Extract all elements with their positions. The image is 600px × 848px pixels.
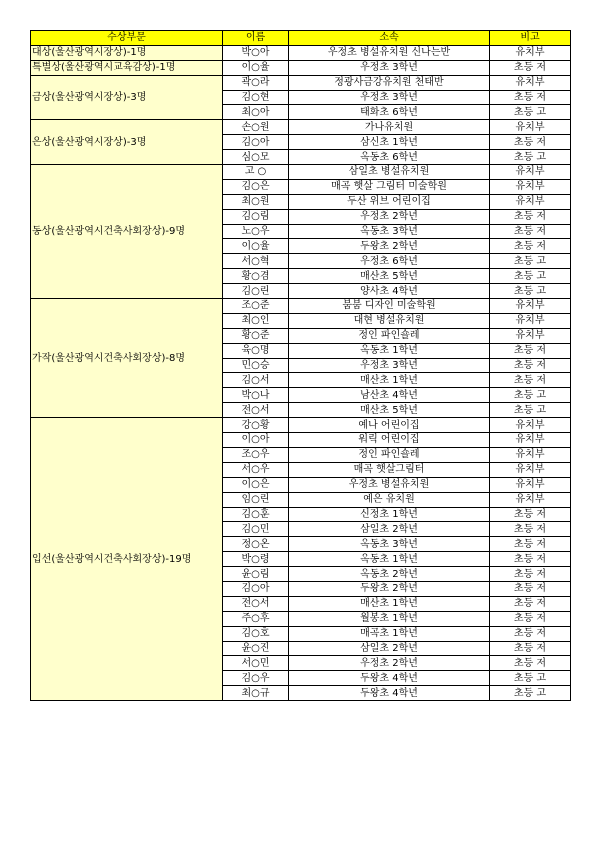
winner-name: 서○우 <box>223 462 289 477</box>
winner-name: 손○원 <box>223 120 289 135</box>
award-category: 입선(울산광역시건축사회장상)-19명 <box>31 418 223 701</box>
winner-note: 유치부 <box>490 313 571 328</box>
winner-affiliation: 두왕초 4학년 <box>289 671 490 686</box>
table-row <box>31 418 571 433</box>
winner-name: 박○아 <box>223 45 289 60</box>
winner-note: 초등 저 <box>490 641 571 656</box>
winner-affiliation: 우정초 3학년 <box>289 60 490 75</box>
winner-affiliation: 옥동초 6학년 <box>289 150 490 165</box>
winner-note: 초등 저 <box>490 596 571 611</box>
winner-name: 조○우 <box>223 447 289 462</box>
winner-affiliation: 정광사금강유치원 천태반 <box>289 75 490 90</box>
winner-name: 윤○림 <box>223 567 289 582</box>
award-category: 가작(울산광역시건축사회장상)-8명 <box>31 299 223 418</box>
winner-note: 초등 고 <box>490 269 571 284</box>
winner-note: 초등 고 <box>490 284 571 299</box>
table-row <box>31 299 571 314</box>
winner-note: 초등 저 <box>490 611 571 626</box>
winner-affiliation: 대현 병설유치원 <box>289 313 490 328</box>
table-row <box>31 60 571 75</box>
winner-affiliation: 우정초 2학년 <box>289 209 490 224</box>
winner-affiliation: 태화초 6학년 <box>289 105 490 120</box>
header-name: 이름 <box>223 31 289 46</box>
winner-name: 김○서 <box>223 373 289 388</box>
winner-note: 초등 저 <box>490 656 571 671</box>
winner-note: 유치부 <box>490 299 571 314</box>
winner-note: 초등 저 <box>490 60 571 75</box>
winner-name: 서○혁 <box>223 254 289 269</box>
winner-name: 민○승 <box>223 358 289 373</box>
winner-name: 박○령 <box>223 552 289 567</box>
header-category: 수상부문 <box>31 31 223 46</box>
winner-name: 이○은 <box>223 477 289 492</box>
award-category: 동상(울산광역시건축사회장상)-9명 <box>31 165 223 299</box>
winner-note: 초등 고 <box>490 254 571 269</box>
winner-affiliation: 우정초 3학년 <box>289 358 490 373</box>
winner-name: 황○준 <box>223 328 289 343</box>
table-row <box>31 120 571 135</box>
winner-note: 초등 저 <box>490 224 571 239</box>
winner-affiliation: 매곡 햇살 그림터 미술학원 <box>289 179 490 194</box>
winner-name: 김○현 <box>223 90 289 105</box>
winner-note: 유치부 <box>490 75 571 90</box>
winner-note: 초등 저 <box>490 581 571 596</box>
winner-name: 심○모 <box>223 150 289 165</box>
winner-affiliation: 우정초 3학년 <box>289 90 490 105</box>
winner-name: 강○황 <box>223 418 289 433</box>
winner-name: 김○림 <box>223 209 289 224</box>
winner-name: 최○원 <box>223 194 289 209</box>
winner-name: 박○나 <box>223 388 289 403</box>
winner-name: 전○서 <box>223 403 289 418</box>
winner-note: 초등 저 <box>490 522 571 537</box>
winner-note: 초등 고 <box>490 403 571 418</box>
header-affiliation: 소속 <box>289 31 490 46</box>
winner-affiliation: 우정초 병설유치원 신나는반 <box>289 45 490 60</box>
winner-note: 유치부 <box>490 477 571 492</box>
winner-note: 초등 저 <box>490 567 571 582</box>
winner-name: 김○우 <box>223 671 289 686</box>
winner-note: 초등 저 <box>490 537 571 552</box>
winner-name: 곽○라 <box>223 75 289 90</box>
winner-note: 초등 저 <box>490 373 571 388</box>
winner-affiliation: 정인 파인숄레 <box>289 447 490 462</box>
winner-name: 전○서 <box>223 596 289 611</box>
header-note: 비고 <box>490 31 571 46</box>
winner-name: 주○후 <box>223 611 289 626</box>
winner-affiliation: 매곡초 1학년 <box>289 626 490 641</box>
table-body <box>31 45 571 700</box>
winner-note: 초등 고 <box>490 388 571 403</box>
winner-name: 김○호 <box>223 626 289 641</box>
winner-affiliation: 두왕초 2학년 <box>289 581 490 596</box>
winner-note: 유치부 <box>490 447 571 462</box>
winner-name: 임○린 <box>223 492 289 507</box>
winner-affiliation: 삼일초 병설유치원 <box>289 165 490 180</box>
winner-affiliation: 남산초 4학년 <box>289 388 490 403</box>
winner-name: 최○규 <box>223 686 289 701</box>
winner-note: 유치부 <box>490 165 571 180</box>
winner-name: 육○명 <box>223 343 289 358</box>
winner-name: 윤○진 <box>223 641 289 656</box>
winner-note: 유치부 <box>490 418 571 433</box>
winner-name: 최○인 <box>223 313 289 328</box>
header-row <box>31 31 571 46</box>
winner-affiliation: 매산초 1학년 <box>289 596 490 611</box>
winner-affiliation: 옥동초 1학년 <box>289 343 490 358</box>
winner-affiliation: 정인 파인숄레 <box>289 328 490 343</box>
winner-name: 정○온 <box>223 537 289 552</box>
winner-note: 초등 저 <box>490 507 571 522</box>
winner-affiliation: 워릭 어린이집 <box>289 433 490 448</box>
winner-affiliation: 삼일초 2학년 <box>289 641 490 656</box>
winner-affiliation: 옥동초 3학년 <box>289 537 490 552</box>
winner-name: 최○아 <box>223 105 289 120</box>
winner-note: 유치부 <box>490 492 571 507</box>
winner-affiliation: 가나유치원 <box>289 120 490 135</box>
winner-affiliation: 양사초 4학년 <box>289 284 490 299</box>
winner-affiliation: 삼신초 1학년 <box>289 135 490 150</box>
winner-affiliation: 우정초 2학년 <box>289 656 490 671</box>
winner-note: 유치부 <box>490 179 571 194</box>
award-category: 금상(울산광역시장상)-3명 <box>31 75 223 120</box>
winner-affiliation: 옥동초 3학년 <box>289 224 490 239</box>
winner-affiliation: 매곡 햇살그림터 <box>289 462 490 477</box>
winner-affiliation: 옥동초 2학년 <box>289 567 490 582</box>
winner-note: 유치부 <box>490 328 571 343</box>
winner-name: 김○민 <box>223 522 289 537</box>
winner-note: 유치부 <box>490 462 571 477</box>
winner-affiliation: 붐붐 디자인 미술학원 <box>289 299 490 314</box>
winner-affiliation: 예나 어린이집 <box>289 418 490 433</box>
table-row <box>31 75 571 90</box>
winner-note: 초등 저 <box>490 209 571 224</box>
winner-affiliation: 두왕초 4학년 <box>289 686 490 701</box>
winner-name: 이○율 <box>223 239 289 254</box>
winner-note: 초등 저 <box>490 358 571 373</box>
award-category: 대상(울산광역시장상)-1명 <box>31 45 223 60</box>
winner-note: 초등 저 <box>490 343 571 358</box>
winner-note: 초등 저 <box>490 90 571 105</box>
award-table <box>30 30 571 701</box>
winner-note: 유치부 <box>490 433 571 448</box>
winner-affiliation: 매산초 5학년 <box>289 403 490 418</box>
winner-name: 김○린 <box>223 284 289 299</box>
winner-affiliation: 우정초 병설유치원 <box>289 477 490 492</box>
winner-affiliation: 우정초 6학년 <box>289 254 490 269</box>
award-category: 특별상(울산광역시교육감상)-1명 <box>31 60 223 75</box>
winner-affiliation: 매산초 1학년 <box>289 373 490 388</box>
winner-affiliation: 신정초 1학년 <box>289 507 490 522</box>
winner-name: 김○아 <box>223 135 289 150</box>
table-row <box>31 45 571 60</box>
winner-name: 김○은 <box>223 179 289 194</box>
winner-note: 유치부 <box>490 120 571 135</box>
winner-note: 초등 저 <box>490 135 571 150</box>
winner-note: 초등 고 <box>490 150 571 165</box>
winner-note: 초등 고 <box>490 686 571 701</box>
winner-affiliation: 두왕초 2학년 <box>289 239 490 254</box>
winner-note: 초등 저 <box>490 239 571 254</box>
winner-affiliation: 월봉초 1학년 <box>289 611 490 626</box>
winner-affiliation: 두산 위브 어린이집 <box>289 194 490 209</box>
winner-note: 초등 저 <box>490 552 571 567</box>
winner-name: 노○우 <box>223 224 289 239</box>
winner-name: 서○민 <box>223 656 289 671</box>
winner-name: 이○아 <box>223 433 289 448</box>
winner-note: 초등 고 <box>490 671 571 686</box>
winner-affiliation: 예은 유치원 <box>289 492 490 507</box>
winner-affiliation: 매산초 5학년 <box>289 269 490 284</box>
winner-name: 조○준 <box>223 299 289 314</box>
winner-name: 황○겸 <box>223 269 289 284</box>
winner-name: 김○훈 <box>223 507 289 522</box>
winner-affiliation: 옥동초 1학년 <box>289 552 490 567</box>
winner-name: 김○아 <box>223 581 289 596</box>
table-row <box>31 165 571 180</box>
winner-note: 초등 고 <box>490 105 571 120</box>
winner-affiliation: 삼일초 2학년 <box>289 522 490 537</box>
award-list-page <box>30 30 571 701</box>
winner-name: 이○율 <box>223 60 289 75</box>
winner-note: 유치부 <box>490 194 571 209</box>
winner-note: 초등 저 <box>490 626 571 641</box>
winner-note: 유치부 <box>490 45 571 60</box>
winner-name: 고 ○ <box>223 165 289 180</box>
award-category: 은상(울산광역시장상)-3명 <box>31 120 223 165</box>
